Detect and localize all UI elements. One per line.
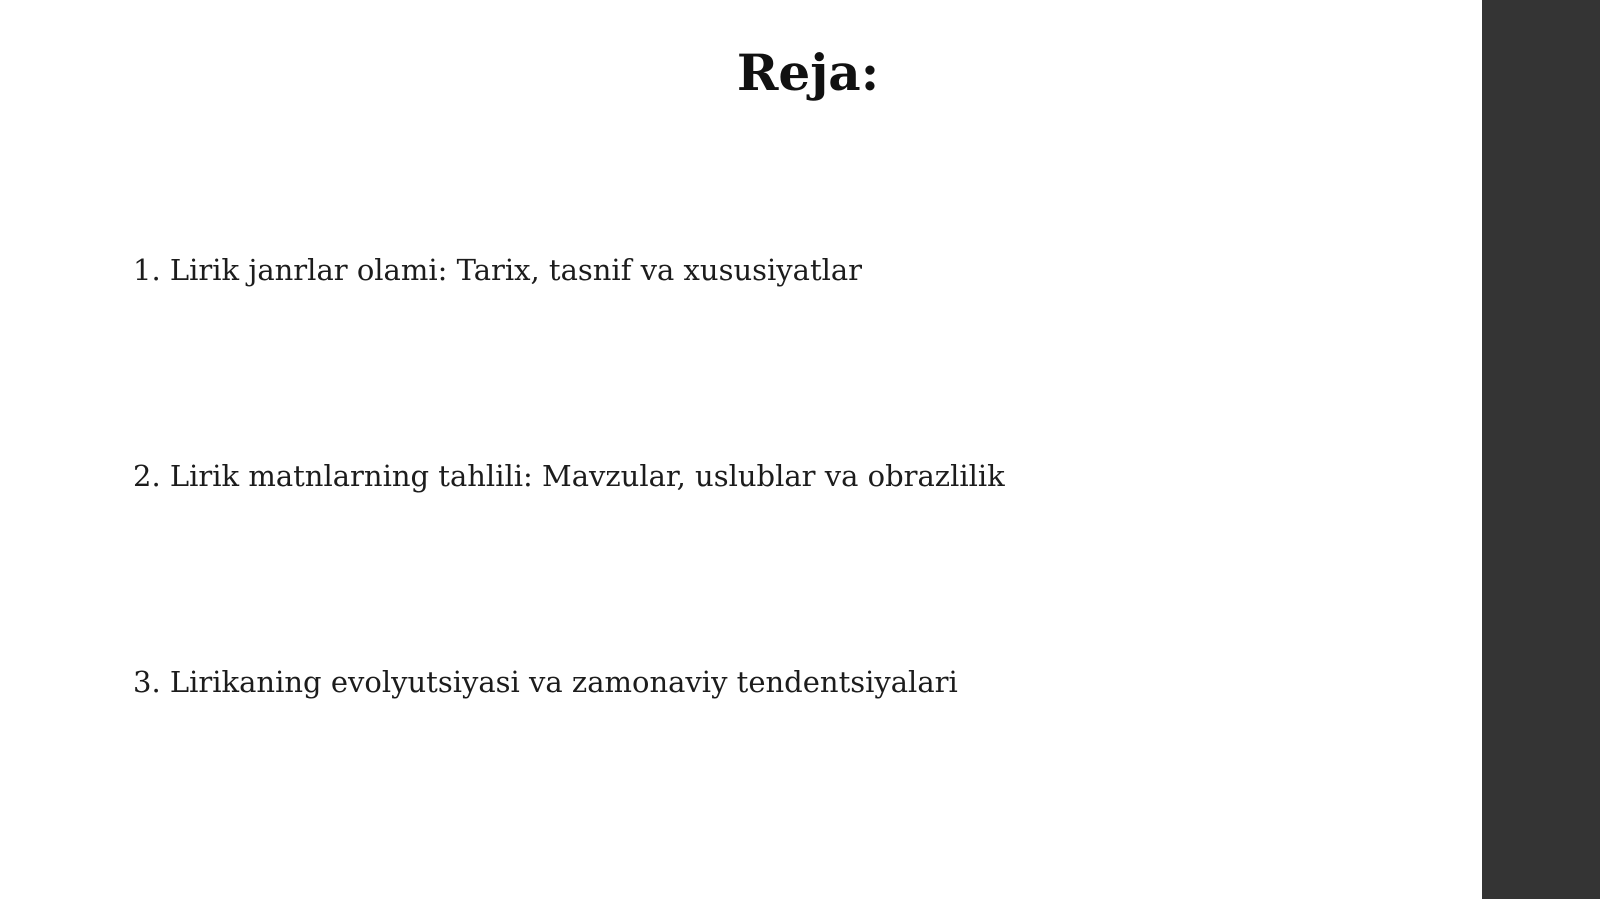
slide-title: Reja: xyxy=(736,43,880,102)
plan-item-1: 1. Lirik janrlar olami: Tarix, tasnif va xususiyatlar xyxy=(133,253,863,287)
plan-item-3: 3. Lirikaning evolyutsiyasi va zamonaviy tendentsiyalari xyxy=(133,665,958,699)
side-panel xyxy=(1482,0,1600,899)
plan-item-2: 2. Lirik matnlarning tahlili: Mavzular, uslublar va obrazlilik xyxy=(133,459,1005,493)
